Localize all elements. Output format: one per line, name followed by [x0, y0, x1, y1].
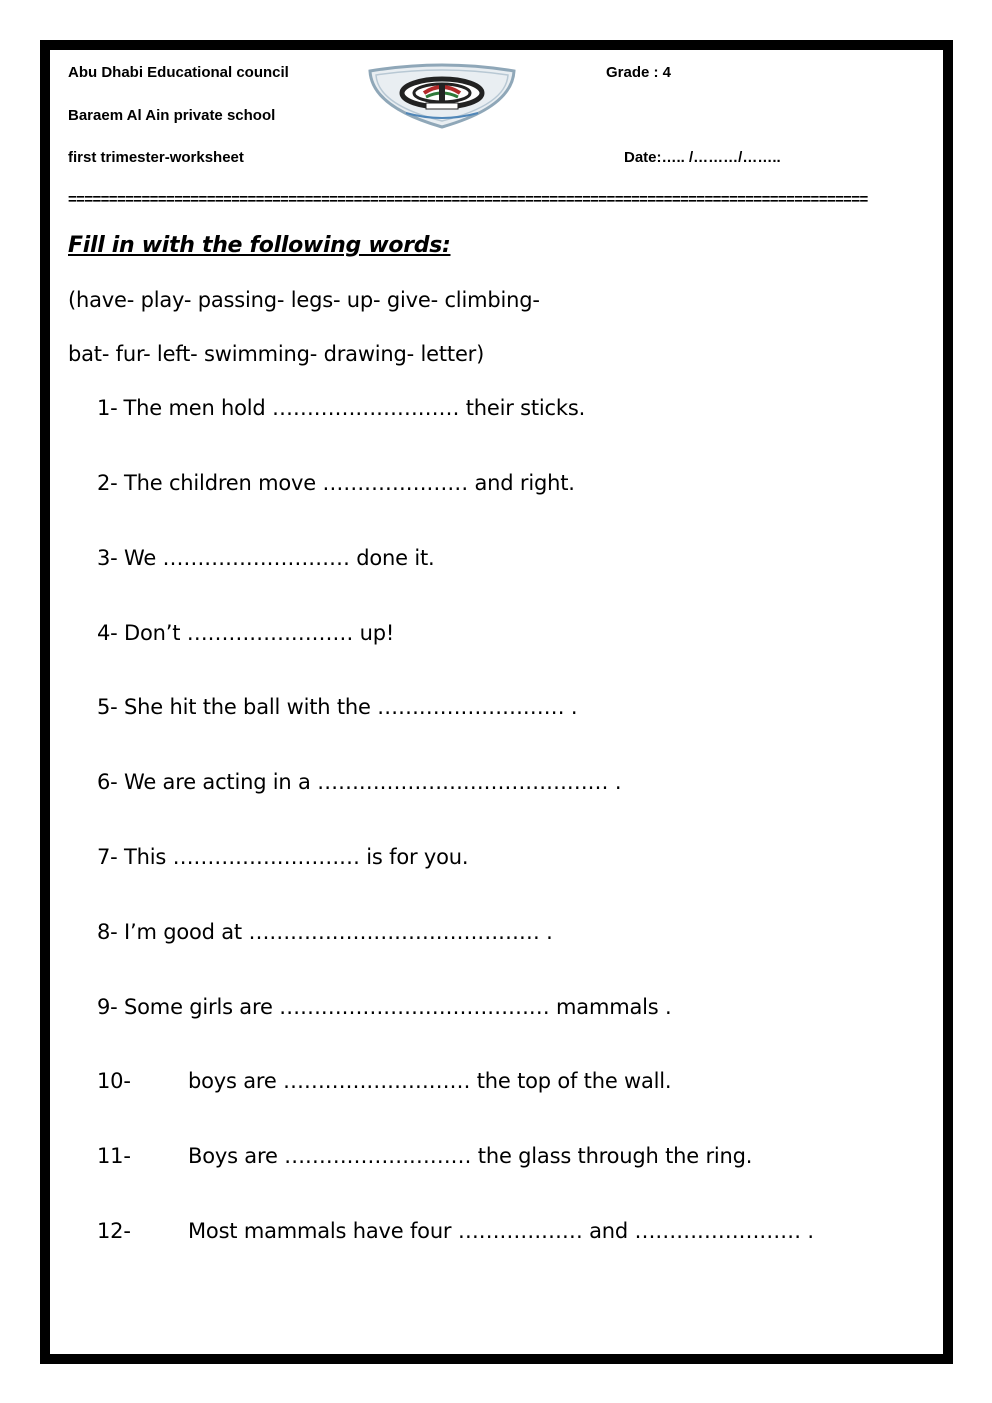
question-item	[97, 621, 394, 645]
question-number: 4-	[97, 621, 118, 645]
question-item	[97, 396, 585, 420]
question-number: 5-	[97, 695, 118, 719]
question-number: 11-	[97, 1144, 131, 1168]
question-number: 7-	[97, 845, 118, 869]
question-number: 2-	[97, 471, 118, 495]
question-item	[97, 546, 434, 570]
question-text: Most mammals have four ……………… and …………………… .	[188, 1219, 814, 1243]
word-bank-line-2: bat- fur- left- swimming- drawing- letter)	[68, 342, 485, 366]
school-name: Baraem Al Ain private school	[68, 107, 276, 124]
question-number: 10-	[97, 1069, 131, 1093]
question-text: The men hold ……………………… their sticks.	[123, 396, 586, 420]
question-item	[97, 471, 575, 495]
question-number: 9-	[97, 995, 118, 1019]
question-item	[97, 695, 577, 719]
question-item	[97, 1069, 671, 1093]
council-name: Abu Dhabi Educational council	[68, 64, 289, 81]
question-text: This ……………………… is for you.	[124, 845, 469, 869]
school-crest-icon	[366, 63, 518, 131]
question-number: 1-	[97, 396, 118, 420]
worksheet-label: first trimester-worksheet	[68, 149, 244, 166]
question-text: Don’t …………………… up!	[124, 621, 395, 645]
question-item	[97, 1219, 814, 1243]
question-item	[97, 845, 468, 869]
question-text: Some girls are ………………………………… mammals .	[124, 995, 672, 1019]
question-number: 12-	[97, 1219, 131, 1243]
question-item	[97, 920, 553, 944]
grade-label: Grade : 4	[606, 64, 672, 81]
question-number: 8-	[97, 920, 118, 944]
question-item	[97, 770, 621, 794]
question-text: The children move ………………… and right.	[124, 471, 575, 495]
question-number: 3-	[97, 546, 118, 570]
word-bank-line-1: (have- play- passing- legs- up- give- climbing-	[68, 288, 540, 312]
question-text: We are acting in a …………………………………… .	[124, 770, 622, 794]
instruction-title: Fill in with the following words:	[68, 233, 451, 258]
question-text: I’m good at …………………………………… .	[124, 920, 553, 944]
header-divider: ==================================================================================================	[68, 192, 868, 208]
question-text: boys are ……………………… the top of the wall.	[188, 1069, 672, 1093]
question-text: She hit the ball with the ……………………… .	[124, 695, 578, 719]
question-text: Boys are ……………………… the glass through the ring.	[188, 1144, 753, 1168]
question-number: 6-	[97, 770, 118, 794]
question-item	[97, 995, 671, 1019]
question-text: We ……………………… done it.	[124, 546, 435, 570]
date-field: Date:….. /………/……..	[624, 149, 781, 166]
question-item	[97, 1144, 752, 1168]
